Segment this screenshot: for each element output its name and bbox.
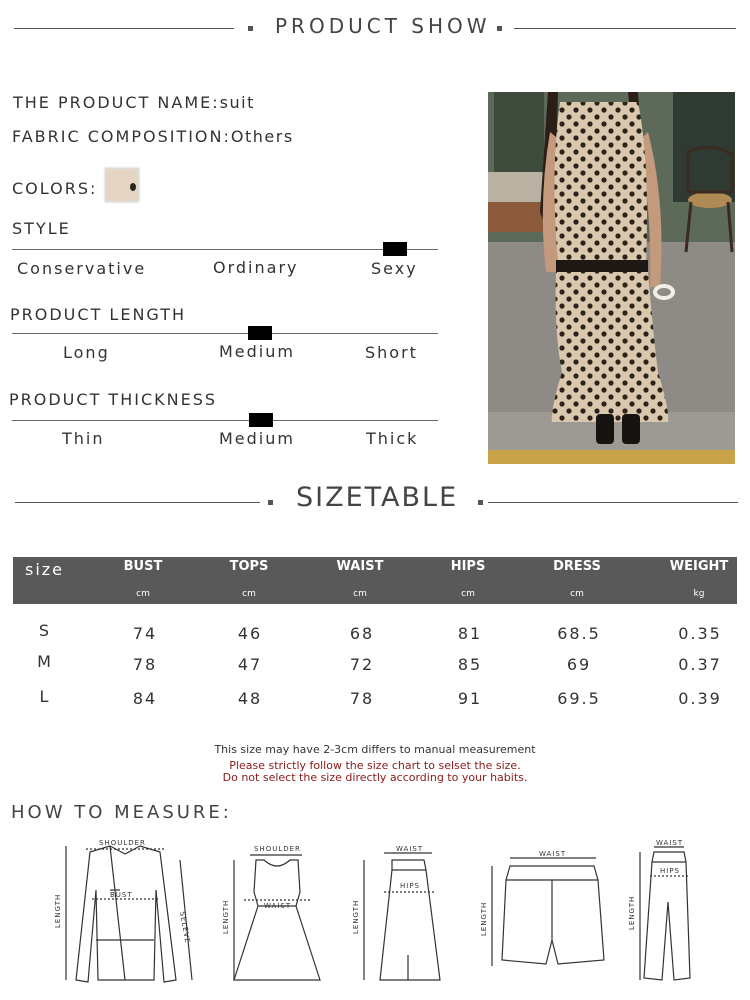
jacket-length-label: LENGTH <box>54 893 62 928</box>
style-scale-marker <box>383 242 407 256</box>
thickness-scale-marker <box>249 413 273 427</box>
weight-cell-l: 0.39 <box>678 689 722 708</box>
dress-diagram <box>234 855 320 980</box>
product-photo <box>488 92 735 464</box>
sizetable-rule-left <box>15 502 260 503</box>
size-warning-1: Please strictly follow the size chart to selset the size. <box>229 759 521 772</box>
fabric-label: FABRIC COMPOSITION: <box>12 127 231 146</box>
hips-cell-l: 91 <box>457 689 483 708</box>
dress-shoulder-label: SHOULDER <box>254 845 301 853</box>
column-unit-hips: cm <box>461 589 475 599</box>
how-to-measure-title: HOW TO MEASURE: <box>11 802 232 823</box>
skirt-length-label: LENGTH <box>352 899 360 934</box>
color-swatch-apricot[interactable] <box>105 168 139 202</box>
skirt-waist-label: WAIST <box>396 845 424 853</box>
column-header-weight: WEIGHT <box>669 559 729 574</box>
size-cell-l: L <box>39 687 51 706</box>
dress-length-label: LENGTH <box>222 899 230 934</box>
jacket-shoulder-label: SHOULDER <box>99 839 146 847</box>
style-option-sexy: Sexy <box>371 259 418 278</box>
column-unit-bust: cm <box>136 589 150 599</box>
thickness-option-thin: Thin <box>62 429 105 448</box>
sizetable-rule-right <box>488 502 738 503</box>
column-header-bust: BUST <box>123 559 163 574</box>
column-header-hips: HIPS <box>450 559 486 574</box>
waist-cell-s: 68 <box>349 624 375 643</box>
skirt-hips-label: HIPS <box>400 882 420 890</box>
hips-cell-s: 81 <box>457 624 483 643</box>
size-column-header: size <box>25 560 65 579</box>
sizetable-title: SIZETABLE <box>296 482 459 513</box>
size-table-header <box>13 557 737 604</box>
tops-cell-s: 46 <box>237 624 263 643</box>
shorts-length-label: LENGTH <box>480 901 488 936</box>
fabric-value: Others <box>230 127 294 146</box>
column-header-dress: DRESS <box>553 559 601 574</box>
weight-cell-m: 0.37 <box>678 655 722 674</box>
shorts-waist-label: WAIST <box>539 850 567 858</box>
style-option-conservative: Conservative <box>17 259 147 278</box>
jacket-sleeve-label: SELEVE <box>178 910 192 945</box>
page-title: PRODUCT SHOW <box>275 14 491 38</box>
size-warning-2: Do not select the size directly according to your habits. <box>222 771 528 784</box>
column-header-waist: WAIST <box>336 559 384 574</box>
thickness-scale-line <box>12 420 438 421</box>
product-name-label: THE PRODUCT NAME: <box>13 93 220 112</box>
dress-cell-m: 69 <box>566 655 592 674</box>
column-unit-weight: kg <box>693 589 705 599</box>
length-scale-marker <box>248 326 272 340</box>
size-cell-m: M <box>37 652 53 671</box>
style-scale-line <box>12 249 438 250</box>
pants-waist-label: WAIST <box>656 839 684 847</box>
swatch-polka-dot <box>130 183 136 191</box>
dress-cell-l: 69.5 <box>557 689 601 708</box>
bust-cell-l: 84 <box>132 689 158 708</box>
header-dot-right <box>497 26 502 31</box>
weight-cell-s: 0.35 <box>678 624 722 643</box>
tops-cell-l: 48 <box>237 689 263 708</box>
dress-cell-s: 68.5 <box>557 624 601 643</box>
jacket-diagram <box>66 846 192 982</box>
length-scale-line <box>12 333 438 334</box>
product-name-value: suit <box>219 93 255 112</box>
product-name <box>13 93 255 112</box>
size-cell-s: S <box>38 621 52 640</box>
length-option-medium: Medium <box>219 342 295 361</box>
length-option-short: Short <box>365 343 418 362</box>
thickness-option-thick: Thick <box>366 429 419 448</box>
dress-waist-label: WAIST <box>264 902 292 910</box>
header-rule-right <box>514 28 736 29</box>
bust-cell-s: 74 <box>132 624 158 643</box>
style-title: STYLE <box>12 219 71 238</box>
length-option-long: Long <box>63 343 110 362</box>
fabric-composition <box>12 127 294 146</box>
sizetable-dot-left <box>268 500 273 505</box>
skirt-diagram <box>364 853 440 980</box>
header-rule-left <box>14 28 234 29</box>
thickness-option-medium: Medium <box>219 429 295 448</box>
bust-cell-m: 78 <box>132 655 158 674</box>
jacket-bust-label: BUST <box>110 891 133 899</box>
product-photo-illustration <box>488 92 735 464</box>
shorts-diagram <box>492 858 604 966</box>
pants-hips-label: HIPS <box>660 867 680 875</box>
measure-diagrams <box>0 830 750 1000</box>
colors-label: COLORS: <box>12 179 98 198</box>
waist-cell-m: 72 <box>349 655 375 674</box>
length-title: PRODUCT LENGTH <box>10 305 187 324</box>
hips-cell-m: 85 <box>457 655 483 674</box>
waist-cell-l: 78 <box>349 689 375 708</box>
tops-cell-m: 47 <box>237 655 263 674</box>
thickness-title: PRODUCT THICKNESS <box>9 390 217 409</box>
column-header-tops: TOPS <box>229 559 269 574</box>
pants-length-label: LENGTH <box>628 895 636 930</box>
column-unit-waist: cm <box>353 589 367 599</box>
style-option-ordinary: Ordinary <box>213 258 299 277</box>
column-unit-dress: cm <box>570 589 584 599</box>
measurement-note: This size may have 2-3cm differs to manual measurement <box>214 743 536 756</box>
header-dot-left <box>248 26 253 31</box>
sizetable-dot-right <box>478 500 483 505</box>
column-unit-tops: cm <box>242 589 256 599</box>
